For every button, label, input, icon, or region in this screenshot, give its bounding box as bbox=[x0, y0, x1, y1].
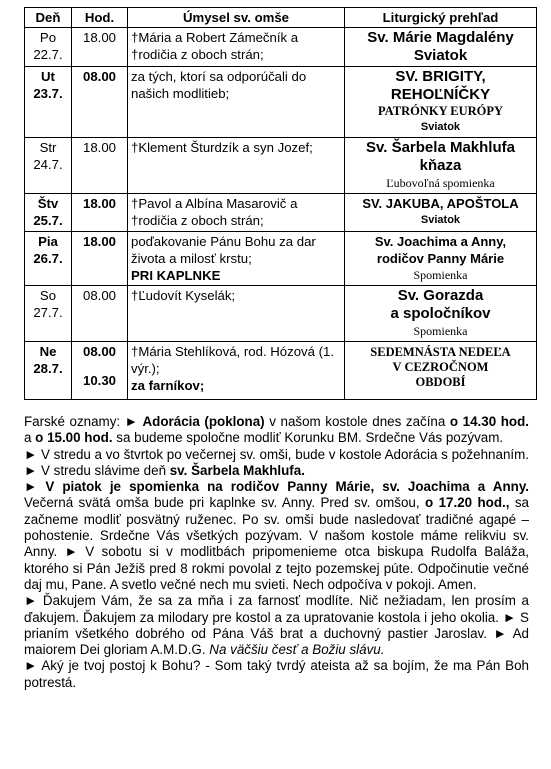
day-name: Po bbox=[39, 30, 57, 45]
day-date: 25.7. bbox=[33, 213, 63, 228]
liturgy-subtitle: PATRÓNKY EURÓPY bbox=[377, 104, 504, 118]
table-header-row bbox=[25, 8, 537, 28]
day-name: So bbox=[39, 288, 57, 303]
announcement-emphasis: Adorácia (poklona) bbox=[142, 414, 265, 429]
announcement-text: sa začneme modliť posvätný ruženec. Po sv. omši bude nasledovať tradičné agapé – pohostenie. Srdečne Vás všetkých pozývam. V našom kostole máme relikviu sv. Anny. ► V sobotu si v modlitbách pripomenieme otca biskupa Rudolfa Baláža, ktorého si Pán Ježiš pred 8 rokmi povolal z tejto pozemskej púte. Odpočinutie večné daj mu, Pane. A svetlo večné nech mu svieti. Nech odpočíva v pokoji. Amen. bbox=[24, 495, 530, 592]
day-name: Ut bbox=[41, 69, 55, 84]
table-row bbox=[25, 67, 537, 138]
liturgy-title: SV. JAKUBA, APOŠTOLA bbox=[362, 196, 519, 211]
liturgy-rank: Spomienka bbox=[413, 324, 468, 338]
day-name: Pia bbox=[38, 234, 58, 249]
announcement-text: Večerná svätá omša bude pri kaplnke sv. Anny. Pred sv. omšou, bbox=[24, 495, 425, 511]
day-cell bbox=[25, 138, 72, 194]
announcement-italic: Na väčšiu česť a Božiu slávu. bbox=[209, 642, 385, 658]
announcement-text: Farské oznamy: ► bbox=[24, 414, 143, 429]
intent-text: poďakovanie Pánu Bohu za dar života a milosť krstu; bbox=[131, 234, 316, 266]
hour-second: 10.30 bbox=[82, 373, 116, 388]
hour-cell: 18.00 bbox=[72, 138, 128, 194]
announcement-paragraph bbox=[24, 479, 529, 593]
announcement-paragraph bbox=[24, 414, 529, 447]
header-hour: Hod. bbox=[72, 8, 128, 28]
intent-text: †Mária Stehlíková, rod. Hózová (1. výr.); bbox=[131, 344, 335, 376]
table-row bbox=[25, 28, 537, 67]
announcement-emphasis: ► V piatok je spomienka na rodičov Panny Márie, sv. Joachima a Anny. bbox=[24, 479, 529, 495]
table-row bbox=[25, 342, 537, 400]
liturgy-rank: Sviatok bbox=[413, 47, 468, 64]
liturgy-rank: Spomienka bbox=[413, 268, 468, 282]
table-row bbox=[25, 138, 537, 194]
liturgy-title-2: rodičov Panny Márie bbox=[376, 251, 505, 266]
intent-location: PRI KAPLNKE bbox=[131, 268, 221, 283]
day-name: Ne bbox=[39, 344, 57, 359]
hour-cell: 18.00 bbox=[72, 28, 128, 67]
liturgy-title: Sv. Gorazda bbox=[397, 287, 484, 304]
day-name: Str bbox=[39, 140, 57, 155]
day-date: 28.7. bbox=[33, 361, 63, 376]
hour-cell: 18.00 bbox=[72, 194, 128, 232]
day-name: Štv bbox=[37, 196, 59, 211]
parish-announcements bbox=[24, 414, 529, 691]
liturgy-title: Sv. Joachima a Anny, bbox=[374, 234, 507, 249]
announcement-paragraph bbox=[24, 658, 529, 691]
liturgy-title: Sv. Šarbela Makhlufa bbox=[366, 139, 515, 156]
liturgy-rank: Sviatok bbox=[420, 214, 461, 226]
announcement-emphasis: o 14.30 hod. bbox=[449, 414, 530, 429]
table-row bbox=[25, 286, 537, 342]
announcement-text: sa budeme spoločne modliť Korunku BM. Srdečne Vás pozývam. bbox=[112, 430, 504, 446]
day-cell bbox=[25, 194, 72, 232]
liturgy-title-2: V CEZROČNOM bbox=[392, 360, 489, 374]
liturgy-cell bbox=[345, 286, 537, 342]
day-cell bbox=[25, 67, 72, 138]
day-date: 26.7. bbox=[33, 251, 63, 266]
intent-cell: †Mária a Robert Zámečník a †rodičia z oboch strán; bbox=[128, 28, 345, 67]
day-date: 24.7. bbox=[33, 157, 63, 172]
hour-cell: 08.00 bbox=[72, 67, 128, 138]
intent-text-2: za farníkov; bbox=[131, 378, 205, 393]
liturgy-title-3: OBDOBÍ bbox=[415, 375, 466, 389]
liturgy-title: SEDEMNÁSTA NEDEĽA bbox=[370, 345, 511, 359]
liturgy-title-2: a spoločníkov bbox=[390, 305, 491, 322]
hour-cell: 18.00 bbox=[72, 232, 128, 286]
intent-cell: †Pavol a Albína Masarovič a †rodičia z oboch strán; bbox=[128, 194, 345, 232]
intent-cell: za tých, ktorí sa odporúčali do našich modlitieb; bbox=[128, 67, 345, 138]
hour-cell bbox=[72, 342, 128, 400]
liturgy-title-2: kňaza bbox=[419, 157, 462, 174]
liturgy-title: SV. BRIGITY, bbox=[395, 68, 486, 85]
announcement-text: v našom kostole dnes začína bbox=[264, 414, 450, 429]
hour-first: 08.00 bbox=[82, 344, 116, 359]
day-cell bbox=[25, 286, 72, 342]
header-liturgy: Liturgický prehľad bbox=[345, 8, 537, 28]
day-date: 22.7. bbox=[33, 47, 63, 62]
mass-schedule-table bbox=[24, 7, 537, 400]
liturgy-cell bbox=[345, 342, 537, 400]
day-date: 23.7. bbox=[33, 86, 63, 101]
day-cell bbox=[25, 342, 72, 400]
liturgy-title-2: REHOĽNÍČKY bbox=[390, 86, 491, 103]
liturgy-cell bbox=[345, 28, 537, 67]
liturgy-cell bbox=[345, 194, 537, 232]
liturgy-title: Sv. Márie Magdalény bbox=[367, 29, 514, 46]
hour-cell: 08.00 bbox=[72, 286, 128, 342]
intent-cell bbox=[128, 342, 345, 400]
announcement-paragraph bbox=[24, 447, 529, 480]
liturgy-cell bbox=[345, 67, 537, 138]
intent-cell bbox=[128, 232, 345, 286]
liturgy-rank: Ľubovoľná spomienka bbox=[386, 176, 495, 190]
announcement-text: ► V stredu a vo štvrtok po večernej sv. omši, bude v kostole Adorácia s požehnaním. ► V stredu slávime deň bbox=[24, 446, 529, 478]
announcement-emphasis: o 15.00 hod. bbox=[35, 430, 113, 446]
liturgy-rank: Sviatok bbox=[420, 121, 461, 133]
announcement-emphasis: o 17.20 hod., bbox=[425, 495, 510, 511]
intent-cell: †Klement Šturdzík a syn Jozef; bbox=[128, 138, 345, 194]
day-cell bbox=[25, 232, 72, 286]
announcement-text: a bbox=[24, 430, 36, 446]
header-day: Deň bbox=[25, 8, 72, 28]
announcement-text: ► Ďakujem Vám, že sa za mňa i za farnosť modlíte. Nič nežiadam, len prosím a ďakujem. Ďakujem za milodary pre kostol a za upratovanie kostola i jeho okolia. ► S prianím všetkého dobrého od Pána Váš brat a duchovný pastier Jaroslav. ► Ad maiorem Dei gloriam A.M.D.G. bbox=[24, 593, 529, 658]
announcement-text: ► Aký je tvoj postoj k Bohu? - Som taký tvrdý ateista až sa bojím, že ma Pán Boh potrestá. bbox=[24, 658, 529, 690]
announcement-paragraph bbox=[24, 593, 529, 658]
table-row bbox=[25, 232, 537, 286]
liturgy-cell bbox=[345, 232, 537, 286]
announcement-emphasis: sv. Šarbela Makhlufa. bbox=[169, 462, 305, 478]
day-cell bbox=[25, 28, 72, 67]
header-intent: Úmysel sv. omše bbox=[128, 8, 345, 28]
table-row bbox=[25, 194, 537, 232]
day-date: 27.7. bbox=[33, 305, 63, 320]
liturgy-cell bbox=[345, 138, 537, 194]
intent-cell: †Ľudovít Kyselák; bbox=[128, 286, 345, 342]
